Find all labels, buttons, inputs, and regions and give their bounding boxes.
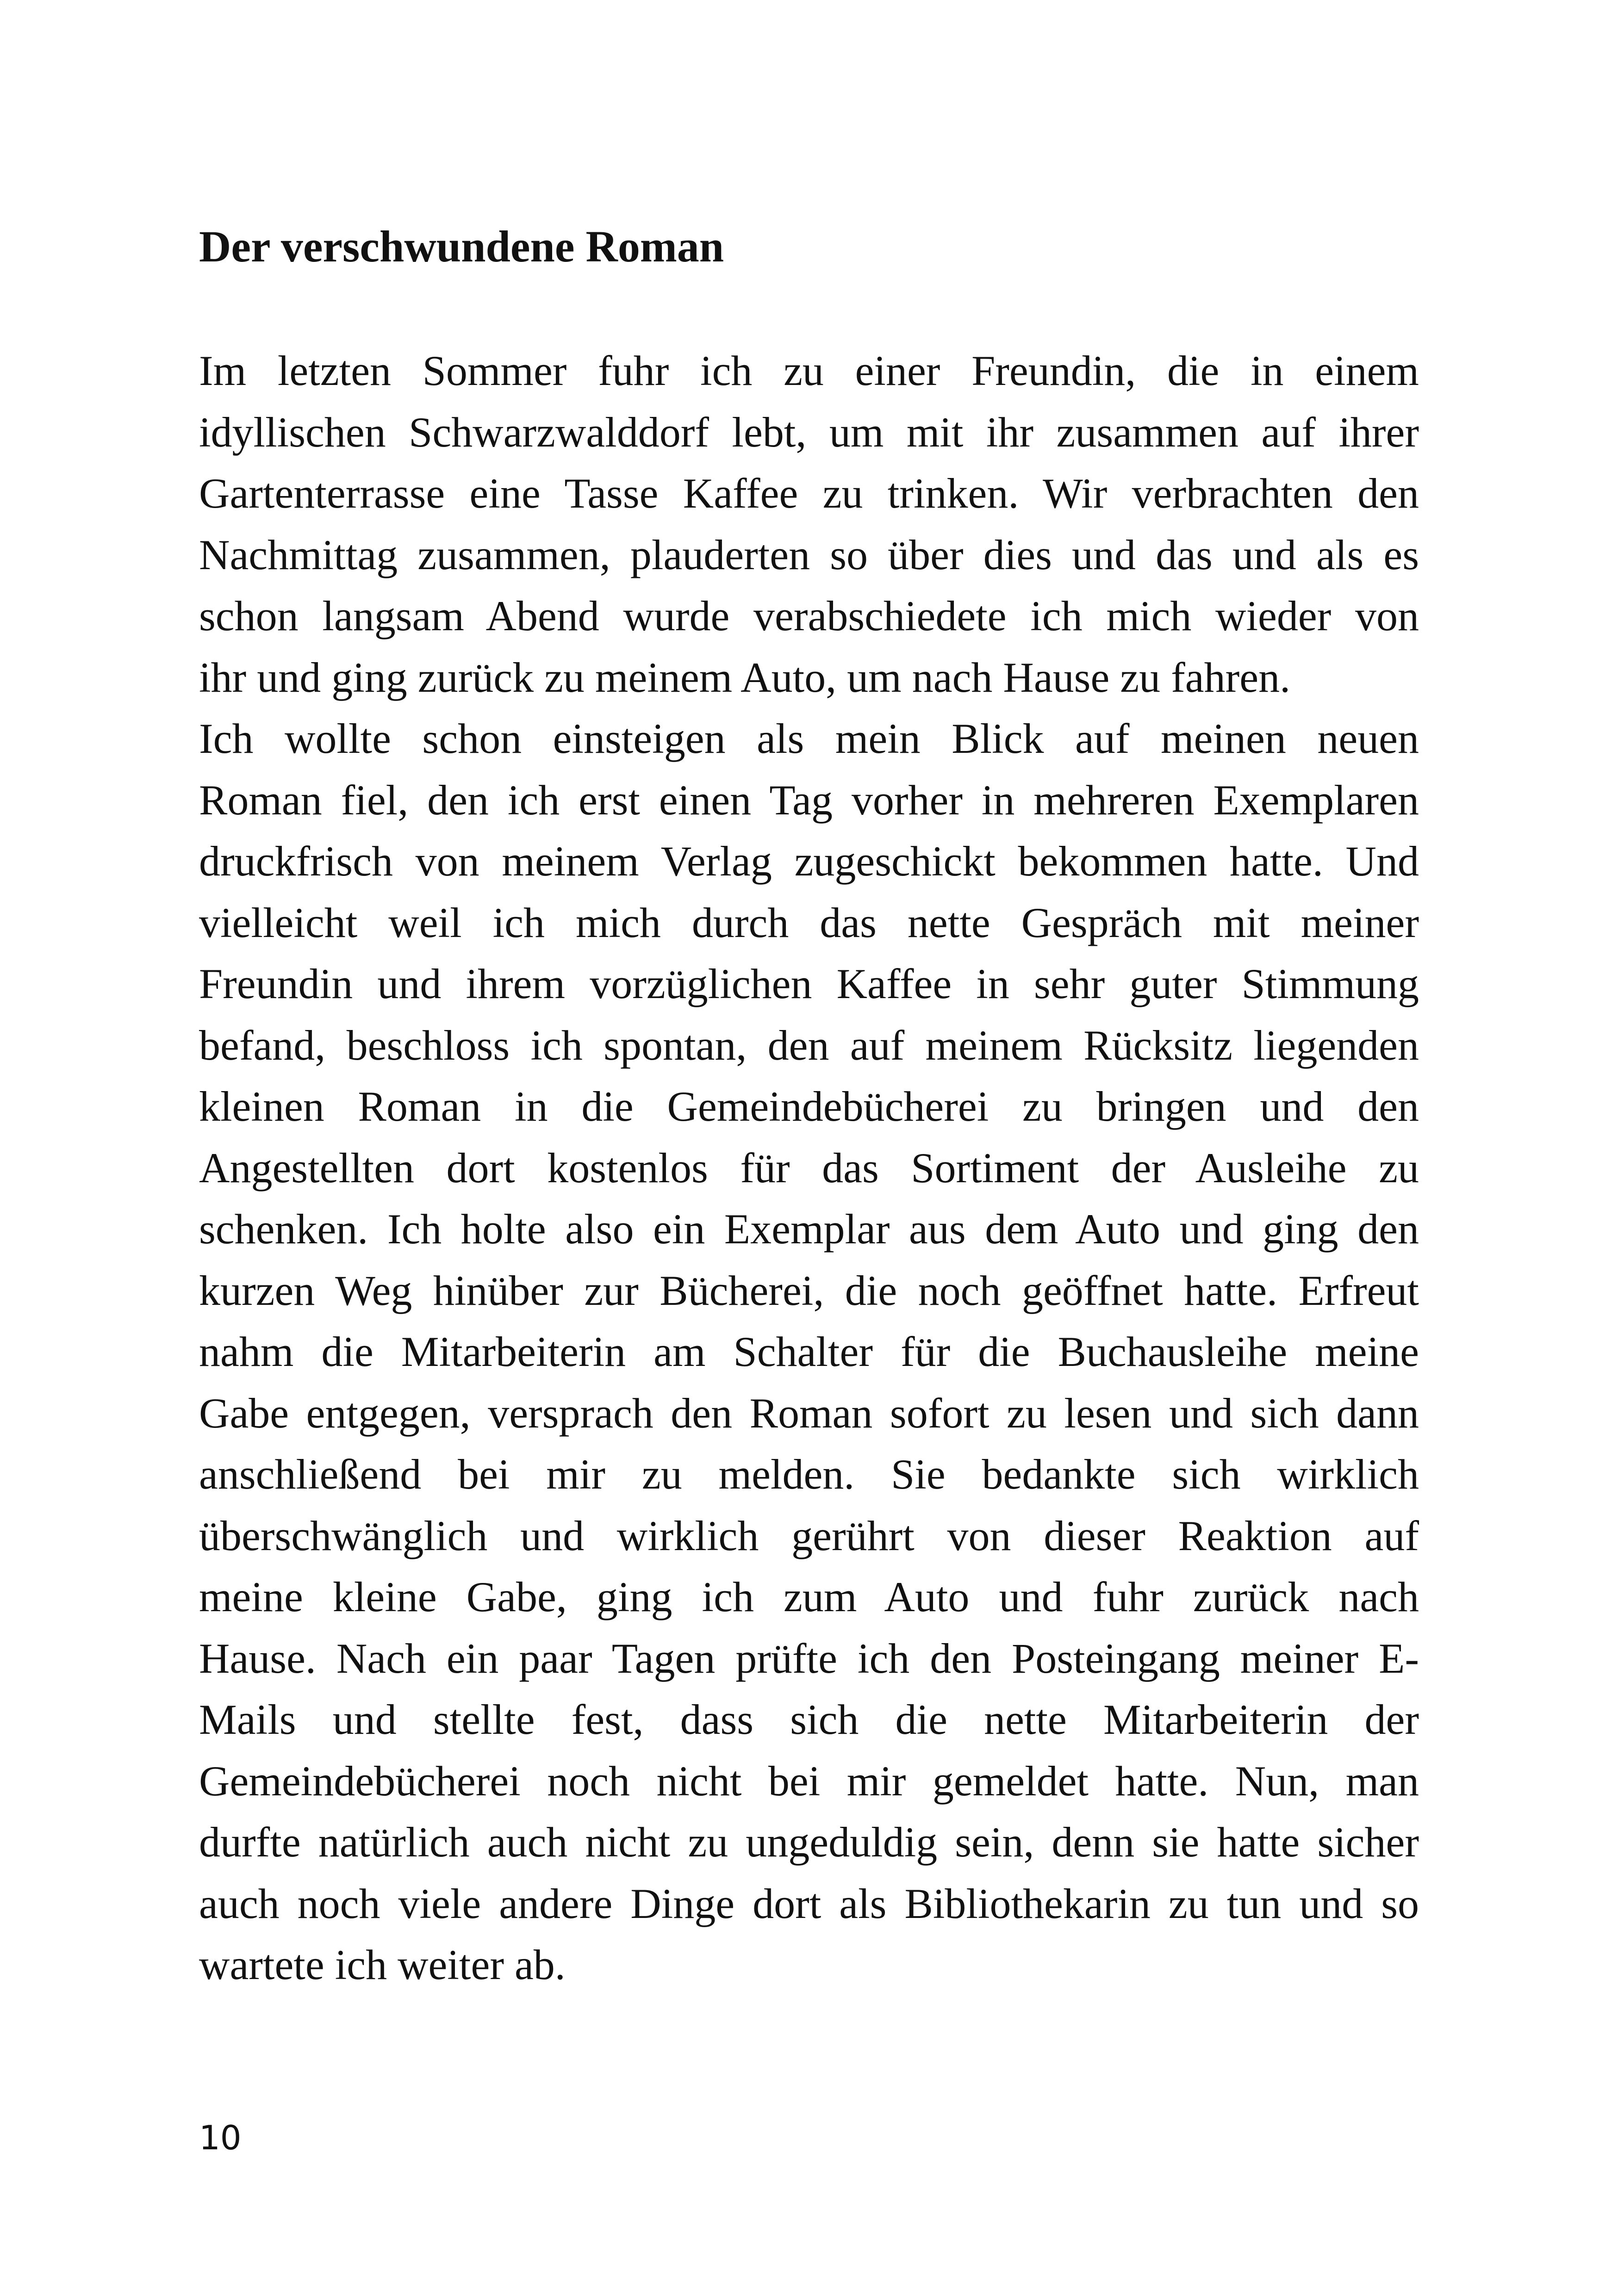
text-line: Hause. Nach ein paar Tagen prüfte ich den Posteingang meiner E- <box>199 1634 1419 1682</box>
text-line: Ich wollte schon einsteigen als mein Blick auf meinen neuen <box>199 715 1419 762</box>
page-number: 10 <box>199 2118 242 2157</box>
text-line: ihr und ging zurück zu meinem Auto, um nach Hause zu fahren. <box>199 653 1291 701</box>
text-line: wartete ich weiter ab. <box>199 1941 566 1988</box>
text-line: anschließend bei mir zu melden. Sie bedankte sich wirklich <box>199 1451 1419 1498</box>
text-line: schon langsam Abend wurde verabschiedete ich mich wieder von <box>199 592 1419 639</box>
text-line: schenken. Ich holte also ein Exemplar aus dem Auto und ging den <box>199 1205 1419 1253</box>
text-line: befand, beschloss ich spontan, den auf meinem Rücksitz liegenden <box>199 1021 1419 1069</box>
text-line: Angestellten dort kostenlos für das Sortiment der Ausleihe zu <box>199 1144 1419 1191</box>
text-line: kurzen Weg hinüber zur Bücherei, die noch geöffnet hatte. Erfreut <box>199 1266 1419 1314</box>
text-line: auch noch viele andere Dinge dort als Bibliothekarin zu tun und so <box>199 1880 1419 1927</box>
text-line: Gemeindebücherei noch nicht bei mir gemeldet hatte. Nun, man <box>199 1757 1419 1805</box>
chapter-title: Der verschwundene Roman <box>199 222 724 271</box>
text-line: meine kleine Gabe, ging ich zum Auto und fuhr zurück nach <box>199 1573 1419 1620</box>
text-line: Im letzten Sommer fuhr ich zu einer Freundin, die in einem <box>199 347 1419 394</box>
body-text <box>199 340 1419 1996</box>
text-line: vielleicht weil ich mich durch das nette Gespräch mit meiner <box>199 899 1419 946</box>
text-line: Gabe entgegen, versprach den Roman sofort zu lesen und sich dann <box>199 1389 1419 1437</box>
text-line: Freundin und ihrem vorzüglichen Kaffee in sehr guter Stimmung <box>199 960 1419 1007</box>
text-line: überschwänglich und wirklich gerührt von dieser Reaktion auf <box>199 1512 1419 1559</box>
text-line: Mails und stellte fest, dass sich die nette Mitarbeiterin der <box>199 1696 1419 1743</box>
text-line: kleinen Roman in die Gemeindebücherei zu bringen und den <box>199 1083 1419 1130</box>
text-line: Nachmittag zusammen, plauderten so über dies und das und als es <box>199 531 1419 578</box>
text-line: durfte natürlich auch nicht zu ungeduldig sein, denn sie hatte sicher <box>199 1818 1419 1866</box>
text-line: idyllischen Schwarzwalddorf lebt, um mit ihr zusammen auf ihrer <box>199 408 1419 456</box>
text-line: druckfrisch von meinem Verlag zugeschickt bekommen hatte. Und <box>199 838 1419 885</box>
text-line: nahm die Mitarbeiterin am Schalter für die Buchausleihe meine <box>199 1328 1419 1375</box>
text-line: Roman fiel, den ich erst einen Tag vorher in mehreren Exemplaren <box>199 776 1419 824</box>
text-line: Gartenterrasse eine Tasse Kaffee zu trinken. Wir verbrachten den <box>199 470 1419 517</box>
